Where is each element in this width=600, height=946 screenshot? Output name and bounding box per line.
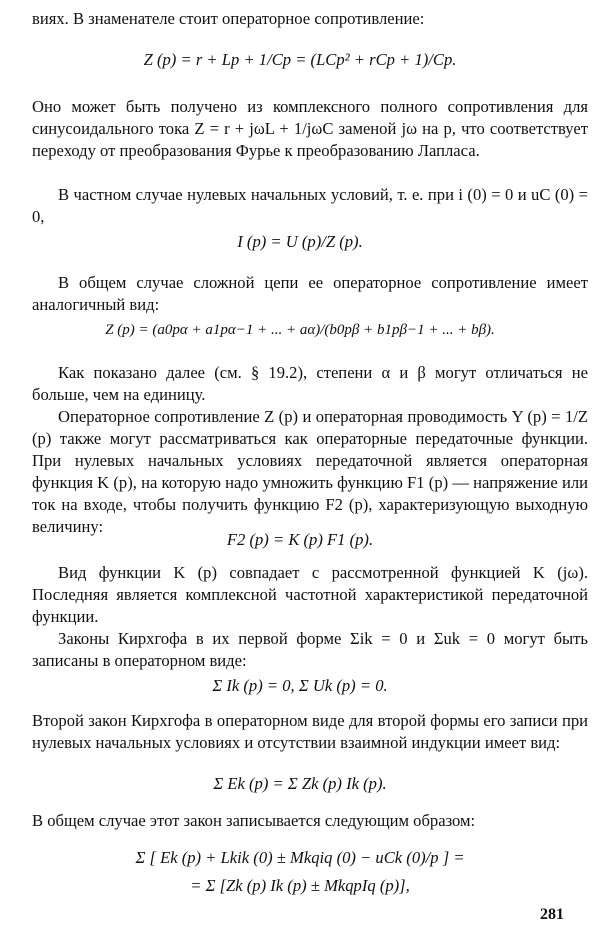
equation-transfer: F2 (p) = K (p) F1 (p). [226,530,374,549]
equation-current: I (p) = U (p)/Z (p). [237,232,363,251]
paragraph-4: В общем случае сложной цепи ее операторное сопротивление имеет аналогичный вид: [32,273,588,314]
equation-kirchhoff-second: Σ Ek (p) = Σ Zk (p) Ik (p). [213,774,387,793]
paragraph-2: Оно может быть получено из комплексного полного сопротивления для синусоидального тока Z = r + jωL + 1/jωC заменой jω на p, что соответствует переходу от преобразования Фурье к преобразованию Лапласа. [32,97,588,160]
equation-kirchhoff-first: Σ Ik (p) = 0, Σ Uk (p) = 0. [212,676,388,695]
paragraph-8: Законы Кирхгофа в их первой форме Σik = 0 и Σuk = 0 могут быть записаны в операторном виде: [32,629,588,670]
paragraph-9: Второй закон Кирхгофа в операторном виде для второй формы его записи при нулевых начальных условиях и отсутствии взаимной индукции имеет вид: [32,711,588,752]
equation-general-impedance: Z (p) = (a0pα + a1pα−1 + ... + aα)/(b0pβ + b1pβ−1 + ... + bβ). [105,322,495,338]
equation-general-line-1: Σ [ Ek (p) + Lkik (0) ± Mkqiq (0) − uCk (0)/p ] = [135,848,465,867]
paragraph-3: В частном случае нулевых начальных условий, т. е. при i (0) = 0 и uC (0) = 0, [32,185,588,226]
paragraph-10: В общем случае этот закон записывается следующим образом: [32,811,476,830]
paragraph-1: виях. В знаменателе стоит операторное сопротивление: [32,9,425,28]
equation-general-line-2: = Σ [Zk (p) Ik (p) ± MkqpIq (p)], [190,876,410,895]
paragraph-7: Вид функции K (p) совпадает с рассмотренной функцией K (jω). Последняя является комплексной частотной характеристикой передаточной функции. [32,563,588,626]
paragraph-6: Операторное сопротивление Z (p) и операторная проводимость Y (p) = 1/Z (p) также могут рассматриваться как операторные передаточные функции. При нулевых начальных условиях передаточной является операторная функция K (p), на которую надо умножить функцию F1 (p) — напряжение или ток на входе, чтобы получить функцию F2 (p), характеризующую выходную величину: [32,407,588,536]
paragraph-5: Как показано далее (см. § 19.2), степени α и β могут отличаться не больше, чем на единицу. [32,363,588,404]
page-number: 281 [540,906,564,923]
equation-operator-impedance: Z (p) = r + Lp + 1/Cp = (LCp² + rCp + 1)/Cp. [143,50,457,69]
